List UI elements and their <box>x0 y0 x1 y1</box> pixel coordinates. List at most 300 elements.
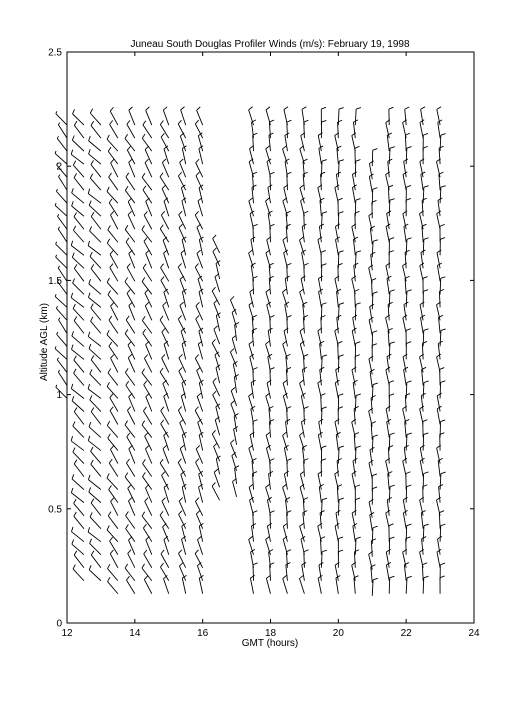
wind-barb-flag <box>146 107 150 110</box>
wind-barb-staff <box>180 162 186 177</box>
wind-barb-flag <box>162 328 165 332</box>
wind-barb-staff <box>71 154 84 164</box>
wind-barb-staff <box>74 269 84 282</box>
wind-barb-staff <box>146 540 152 555</box>
wind-barb-flag <box>129 445 133 448</box>
wind-barb-flag <box>146 250 150 253</box>
wind-barb-staff <box>72 257 84 268</box>
wind-barb-flag <box>197 224 201 227</box>
wind-barb-flag <box>126 238 129 242</box>
wind-barb-flag <box>108 290 111 294</box>
wind-barb-staff <box>107 530 118 542</box>
wind-barb-staff <box>127 437 135 451</box>
wind-barb-staff <box>198 344 202 359</box>
x-tick-label: 12 <box>61 628 73 639</box>
wind-barb-flag <box>250 575 254 578</box>
wind-barb-staff <box>110 449 117 463</box>
wind-barb-flag <box>356 108 361 110</box>
wind-barb-staff <box>107 282 118 294</box>
wind-barb-flag <box>88 332 89 337</box>
wind-barb-staff <box>199 292 203 308</box>
wind-barb-flag <box>110 211 113 215</box>
wind-barb-flag <box>74 356 77 360</box>
wind-barb-flag <box>338 341 343 343</box>
wind-barb-flag <box>125 329 128 333</box>
wind-barb-flag <box>179 211 182 215</box>
wind-barb-flag <box>160 459 163 463</box>
wind-barb-flag <box>107 135 109 139</box>
wind-barb-flag <box>441 186 446 188</box>
wind-barb-staff <box>212 486 220 500</box>
wind-barb-staff <box>74 125 84 138</box>
wind-barb-staff <box>300 526 305 541</box>
wind-barb-flag <box>196 459 199 463</box>
wind-barb-staff <box>127 124 135 138</box>
wind-barb-staff <box>57 138 67 151</box>
wind-barb-staff <box>72 544 84 555</box>
wind-barb-staff <box>178 267 185 281</box>
wind-barb-staff <box>56 191 67 203</box>
wind-barb-staff <box>195 267 202 281</box>
wind-barb-flag <box>161 420 164 424</box>
wind-barb-flag <box>338 550 343 552</box>
wind-barb-flag <box>303 498 308 500</box>
wind-barb-flag <box>339 160 344 162</box>
wind-barb-flag <box>356 394 361 396</box>
wind-barb-staff <box>107 191 118 203</box>
wind-barb-flag <box>195 263 198 267</box>
wind-barbs <box>55 107 446 596</box>
wind-barb-staff <box>110 411 118 425</box>
wind-barb-flag <box>304 263 309 265</box>
wind-barb-flag <box>143 524 146 528</box>
wind-barb-flag <box>89 344 91 349</box>
wind-barb-staff <box>423 578 424 594</box>
wind-barb-staff <box>304 409 305 425</box>
wind-barb-flag <box>178 459 181 463</box>
wind-barb-flag <box>386 510 390 513</box>
wind-barb-staff <box>321 409 322 425</box>
wind-barb-staff <box>143 268 152 281</box>
wind-barb-staff <box>144 385 152 399</box>
wind-barb-flag <box>143 459 146 463</box>
wind-barb-staff <box>199 487 203 502</box>
wind-barb-staff <box>389 578 390 594</box>
wind-barb-flag <box>356 303 361 305</box>
wind-barb-staff <box>107 335 118 347</box>
wind-barb-flag <box>145 159 148 163</box>
wind-barb-flag <box>163 107 167 110</box>
wind-barb-staff <box>267 383 270 399</box>
wind-barb-flag <box>179 354 182 358</box>
wind-barb-staff <box>59 320 67 334</box>
wind-barb-flag <box>108 434 111 438</box>
wind-barb-flag <box>142 421 145 425</box>
wind-barb-flag <box>406 329 411 331</box>
wind-barb-staff <box>180 136 185 151</box>
wind-barb-flag <box>339 446 344 448</box>
wind-barb-staff <box>180 449 185 464</box>
wind-barb-half-flag <box>55 151 56 153</box>
wind-barb-flag <box>318 276 322 279</box>
wind-barb-staff <box>56 114 67 125</box>
wind-barb-flag <box>422 537 426 539</box>
wind-barb-staff <box>300 292 305 307</box>
wind-barb-staff <box>56 244 67 255</box>
wind-barb-flag <box>73 565 75 569</box>
wind-barb-flag <box>143 472 146 476</box>
wind-barb-flag <box>196 159 199 163</box>
wind-barb-staff <box>266 578 270 593</box>
wind-barb-flag <box>142 277 145 281</box>
wind-barb-flag <box>335 224 339 227</box>
wind-barb-flag <box>322 498 327 500</box>
wind-barb-flag <box>423 420 428 422</box>
wind-barb-flag <box>214 443 218 446</box>
wind-barb-flag <box>422 198 427 200</box>
wind-barb-flag <box>339 108 344 110</box>
wind-barb-staff <box>440 526 441 542</box>
wind-barb-flag <box>371 422 376 424</box>
wind-barb-staff <box>301 279 304 295</box>
wind-barb-flag <box>249 393 253 396</box>
wind-barb-flag <box>212 482 215 486</box>
wind-barb-staff <box>125 282 135 295</box>
wind-barb-flag <box>196 315 199 319</box>
wind-barb-half-flag <box>55 346 56 348</box>
wind-barb-flag <box>424 329 429 331</box>
wind-barb-flag <box>320 511 325 513</box>
wind-barb-staff <box>231 443 237 458</box>
wind-barb-staff <box>109 320 118 333</box>
wind-barb-flag <box>372 474 377 476</box>
wind-barb-staff <box>109 203 118 216</box>
wind-barb-staff <box>182 539 186 554</box>
wind-barb-flag <box>373 188 378 190</box>
wind-barb-flag <box>146 536 150 539</box>
wind-barb-flag <box>125 225 128 229</box>
wind-barb-staff <box>162 162 168 177</box>
wind-barb-staff <box>129 162 135 177</box>
wind-barb-flag <box>423 146 428 148</box>
wind-barb-staff <box>249 305 254 320</box>
wind-barb-half-flag <box>58 214 59 216</box>
wind-barb-staff <box>107 478 118 490</box>
wind-barb-flag <box>71 293 72 298</box>
wind-barb-staff <box>270 174 271 190</box>
wind-barb-flag <box>389 381 394 383</box>
wind-barb-staff <box>195 554 203 568</box>
wind-barb-staff <box>287 461 288 477</box>
wind-barb-flag <box>72 331 74 336</box>
wind-barb-flag <box>266 393 270 396</box>
wind-barb-staff <box>386 370 389 386</box>
x-tick-label: 20 <box>332 628 344 639</box>
wind-barb-flag <box>321 250 326 252</box>
wind-barb-flag <box>88 436 89 441</box>
wind-barb-flag <box>299 575 303 578</box>
wind-barb-flag <box>213 235 216 239</box>
wind-barb-staff <box>56 257 67 268</box>
wind-barb-flag <box>230 296 234 299</box>
wind-barb-flag <box>180 302 184 305</box>
wind-barb-flag <box>420 445 424 448</box>
wind-barb-flag <box>300 380 304 383</box>
wind-barb-staff <box>283 344 288 359</box>
wind-barb-flag <box>283 484 287 487</box>
wind-barb-flag <box>322 264 327 266</box>
wind-barb-staff <box>164 292 169 307</box>
wind-barb-flag <box>441 472 446 474</box>
wind-barb-staff <box>233 481 237 496</box>
wind-barb-flag <box>270 172 275 174</box>
wind-barb-flag <box>89 487 91 492</box>
wind-barb-staff <box>270 369 271 385</box>
wind-barb-staff <box>73 114 84 125</box>
wind-barb-flag <box>73 161 75 165</box>
wind-barb-flag <box>126 173 129 177</box>
wind-barb-flag <box>300 432 304 435</box>
wind-barb-flag <box>283 380 287 383</box>
wind-barb-flag <box>129 250 133 253</box>
wind-barb-staff <box>440 278 441 294</box>
y-tick-label: 2 <box>56 161 62 173</box>
wind-barb-flag <box>287 120 292 122</box>
wind-barb-flag <box>161 277 164 281</box>
wind-barb-flag <box>322 407 327 409</box>
wind-barb-flag <box>407 524 412 526</box>
wind-barb-flag <box>441 329 446 331</box>
wind-barb-flag <box>440 238 445 240</box>
wind-barb-flag <box>179 224 183 228</box>
wind-barb-half-flag <box>56 189 57 191</box>
wind-barb-staff <box>146 110 152 125</box>
wind-barb-staff <box>74 217 84 230</box>
wind-barb-flag <box>388 185 393 187</box>
wind-barb-staff <box>108 373 118 386</box>
wind-barb-flag <box>89 149 91 154</box>
wind-barb-staff <box>283 487 288 502</box>
wind-barb-flag <box>91 160 94 164</box>
wind-barb-staff <box>195 410 202 424</box>
wind-barb-flag <box>161 550 164 554</box>
wind-barb-staff <box>162 475 169 489</box>
wind-barb-flag <box>389 238 394 240</box>
wind-barb-flag <box>389 524 394 526</box>
wind-barb-flag <box>388 328 393 330</box>
wind-barb-flag <box>355 146 360 148</box>
wind-barb-staff <box>89 284 101 294</box>
wind-barb-flag <box>108 226 111 230</box>
wind-barb-staff <box>283 201 288 216</box>
wind-barb-flag <box>73 304 75 308</box>
wind-barb-flag <box>253 511 258 513</box>
wind-barb-staff <box>437 109 440 125</box>
wind-barb-staff <box>160 372 169 385</box>
wind-barb-staff <box>110 124 118 138</box>
wind-barb-staff <box>249 201 254 216</box>
wind-barb-staff <box>74 412 84 425</box>
wind-barb-flag <box>338 537 343 539</box>
wind-barb-staff <box>109 490 118 503</box>
wind-barb-flag <box>180 419 184 422</box>
wind-barb-flag <box>283 237 287 240</box>
wind-barb-flag <box>213 248 216 252</box>
wind-barb-flag <box>406 198 411 200</box>
wind-barb-flag <box>111 159 114 163</box>
wind-barb-staff <box>108 438 118 450</box>
wind-barb-staff <box>144 580 151 594</box>
wind-barb-flag <box>88 189 89 194</box>
wind-barb-half-flag <box>59 318 61 320</box>
wind-barb-staff <box>125 425 135 438</box>
wind-barb-staff <box>127 267 135 281</box>
wind-barb-staff <box>73 426 84 437</box>
wind-barb-half-flag <box>56 385 57 387</box>
wind-barb-flag <box>373 292 378 294</box>
wind-barb-flag <box>71 488 72 493</box>
wind-barb-flag <box>160 368 163 372</box>
wind-barb-staff <box>88 246 101 256</box>
wind-barb-staff <box>250 292 254 308</box>
wind-barb-flag <box>404 159 408 161</box>
wind-barb-staff <box>91 321 101 333</box>
wind-barb-flag <box>181 107 185 110</box>
wind-barb-flag <box>145 433 148 437</box>
wind-barb-flag <box>74 551 77 555</box>
wind-barb-flag <box>269 120 274 122</box>
wind-barb-flag <box>266 575 270 578</box>
wind-barb-flag <box>234 375 238 377</box>
wind-barb-staff <box>403 214 406 230</box>
wind-barb-staff <box>129 397 135 412</box>
wind-barb-staff <box>90 517 101 529</box>
wind-barb-flag <box>129 107 133 110</box>
wind-barb-staff <box>107 139 118 151</box>
wind-barb-flag <box>339 251 344 253</box>
wind-barb-flag <box>180 445 184 448</box>
wind-barb-flag <box>304 354 309 356</box>
wind-barb-flag <box>129 159 133 162</box>
wind-barb-flag <box>438 120 442 122</box>
wind-barb-flag <box>195 355 198 359</box>
wind-barb-flag <box>127 263 130 267</box>
wind-barb-staff <box>198 422 203 437</box>
wind-barb-staff <box>161 137 169 151</box>
wind-barb-flag <box>439 485 443 487</box>
wind-barb-staff <box>162 189 169 204</box>
wind-barb-flag <box>212 339 215 343</box>
wind-barb-flag <box>322 550 327 552</box>
wind-barb-staff <box>146 253 152 268</box>
wind-barb-staff <box>126 580 134 594</box>
wind-barb-staff <box>142 516 152 529</box>
wind-barb-flag <box>405 250 410 252</box>
wind-barb-flag <box>252 172 257 174</box>
wind-barb-flag <box>266 484 270 487</box>
wind-barb-flag <box>266 432 270 435</box>
wind-barb-flag <box>109 485 112 489</box>
wind-barb-staff <box>91 464 101 476</box>
wind-barb-staff <box>181 396 185 411</box>
wind-barb-staff <box>107 243 118 255</box>
wind-barb-flag <box>355 498 360 500</box>
wind-barb-flag <box>266 289 270 292</box>
wind-barb-staff <box>403 266 407 282</box>
wind-barb-flag <box>107 187 109 191</box>
wind-barb-staff <box>423 330 424 346</box>
wind-barb-staff <box>55 349 67 360</box>
wind-barb-flag <box>213 378 217 382</box>
wind-barb-flag <box>146 341 150 344</box>
wind-barb-flag <box>389 107 394 109</box>
wind-barb-staff <box>249 110 254 125</box>
wind-barb-staff <box>300 435 305 450</box>
wind-barb-staff <box>215 277 220 292</box>
wind-barb-staff <box>59 177 67 191</box>
wind-barb-flag <box>73 448 75 453</box>
wind-barb-flag <box>109 316 112 320</box>
wind-barb-flag <box>146 393 150 396</box>
wind-barb-flag <box>142 134 145 138</box>
wind-barb-staff <box>164 149 169 164</box>
wind-barb-flag <box>387 276 391 278</box>
wind-barb-flag <box>91 551 94 555</box>
wind-barb-flag <box>195 120 198 124</box>
wind-barb-flag <box>126 316 129 320</box>
wind-barb-flag <box>369 161 373 164</box>
wind-barb-flag <box>407 147 412 149</box>
wind-barb-flag <box>232 335 236 338</box>
wind-barb-staff <box>436 162 440 178</box>
wind-barb-flag <box>231 387 235 390</box>
wind-barb-staff <box>161 215 168 229</box>
wind-barb-flag <box>370 304 374 307</box>
wind-barb-flag <box>108 577 110 581</box>
wind-barb-staff <box>355 109 356 125</box>
wind-barb-staff <box>73 230 84 242</box>
wind-barb-flag <box>163 445 167 448</box>
wind-barb-flag <box>107 278 109 282</box>
wind-barb-flag <box>390 342 395 344</box>
wind-barb-staff <box>304 552 305 568</box>
wind-barb-flag <box>283 575 287 578</box>
wind-barb-flag <box>424 433 429 435</box>
wind-barb-staff <box>338 109 339 125</box>
wind-barb-staff <box>178 462 185 476</box>
wind-barb-staff <box>109 463 118 476</box>
wind-barb-staff <box>283 526 287 541</box>
wind-barb-flag <box>304 211 309 213</box>
wind-barb-staff <box>91 165 101 178</box>
wind-barb-flag <box>373 149 378 151</box>
wind-barb-flag <box>440 224 445 226</box>
wind-barb-flag <box>339 498 344 500</box>
wind-barb-flag <box>110 107 113 111</box>
wind-barb-flag <box>90 539 92 544</box>
wind-barb-flag <box>110 264 113 268</box>
wind-barb-staff <box>372 293 373 309</box>
wind-barb-flag <box>142 564 145 568</box>
wind-barb-flag <box>424 186 429 188</box>
wind-barb-staff <box>142 282 152 295</box>
wind-barb-flag <box>180 159 184 162</box>
wind-barb-flag <box>88 293 90 298</box>
wind-barb-staff <box>91 503 101 516</box>
wind-barb-flag <box>90 395 92 400</box>
wind-barb-flag <box>145 484 149 487</box>
wind-barb-flag <box>110 394 113 398</box>
